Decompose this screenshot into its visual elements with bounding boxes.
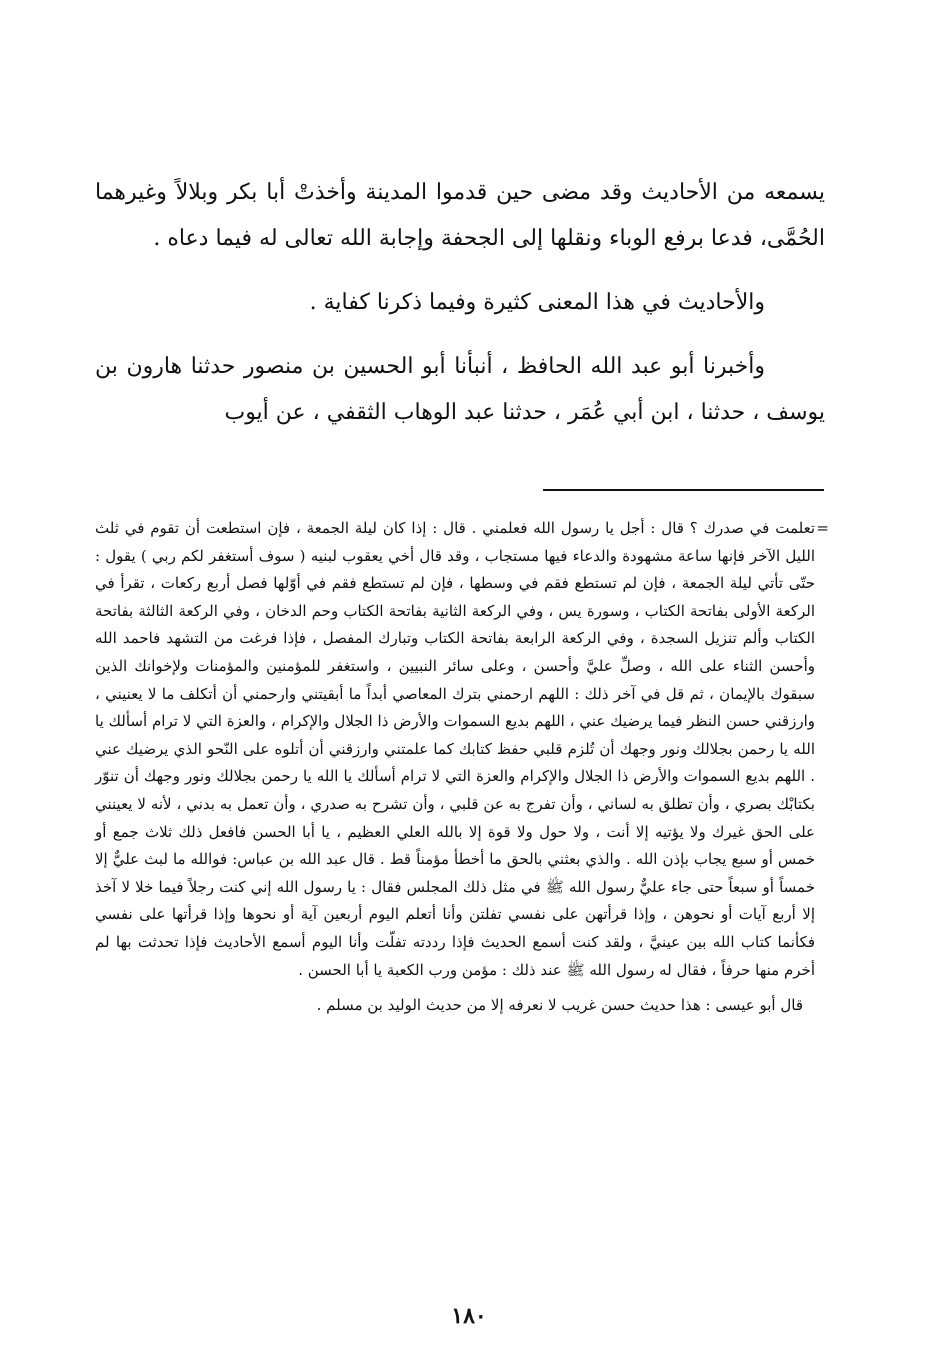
footnote-continuation-marker: =: [816, 519, 829, 537]
main-paragraph: يسمعه من الأحاديث وقد مضى حين قدموا المدينة وأخذتْ أبا بكر وبلالاً وغيرهما الحُمَّى، فدعا برفع الوباء ونقلها إلى الجحفة وإجابة الله تعالى له فيما دعاه .: [95, 180, 825, 251]
page-number: ١٨٠: [451, 1303, 487, 1329]
footnote-body: تعلمت في صدرك ؟ قال : أجل يا رسول الله فعلمني . قال : إذا كان ليلة الجمعة ، فإن استطعت أن تقوم في ثلث الليل الآخر فإنها ساعة مشهودة والدعاء فيها مستجاب ، وقد قال أخي يعقوب لبنيه ( سوف أستغفر لكم ربي ) يقول : حتّى تأتي ليلة الجمعة ، فإن لم تستطع فقم في وسطها ، فإن لم تستطع فقم في أوّلها فصل أربع ركعات ، تقرأ في الركعة الأولى بفاتحة الكتاب ، وسورة يس ، وفي الركعة الثانية بفاتحة الكتاب وحم الدخان ، وفي الركعة الثالثة بفاتحة الكتاب وألم تنزيل السجدة ، وفي الركعة الرابعة بفاتحة الكتاب وتبارك المفصل ، فإذا فرغت من التشهد فاحمد الله وأحسن الثناء على الله ، وصلِّ عليَّ وأحسن ، وعلى سائر النبيين ، واستغفر للمؤمنين والمؤمنات ولإخوانك الذين سبقوك بالإيمان ، ثم قل في آخر ذلك : اللهم ارحمني بترك المعاصي أبداً ما أبقيتني وارحمني أن أتكلف ما لا يعنيني ، وارزقني حسن النظر فيما يرضيك عني ، اللهم بديع السموات والأرض ذا الجلال والإكرام ، والعزة التي لا ترام أسألك يا الله يا رحمن بجلالك ونور وجهك أن تُلزم قلبي حفظ كتابك كما علمتني وارزقني أن أتلوه على النّحو الذي يرضيك عني . اللهم بديع السموات والأرض ذا الجلال والإكرام والعزة التي لا ترام أسألك يا الله يا رحمن بجلالك ونور وجهك أن تنوّر بكتابْك بصري ، وأن تطلق به لساني ، وأن تفرج به عن قلبي ، وأن تشرح به صدري ، وأن تعمل به بدني ، لأنه لا يعينني على الحق غيرك ولا يؤتيه إلا أنت ، ولا حول ولا قوة إلا بالله العلي العظيم ، يا أبا الحسن فافعل ذلك ثلاث جمع أو خمس أو سبع يجاب بإذن الله . والذي بعثني بالحق ما أخطأ مؤمناً قط . قال عبد الله بن عباس: فوالله ما لبث عليٌّ إلا خمساً أو سبعاً حتى جاء عليٌّ رسول الله ﷺ في مثل ذلك المجلس فقال : يا رسول الله إني كنت رجلاً فيما خلا لا آخذ إلا أربع آيات أو نحوهن ، وإذا قرأتهن على نفسي تفلتن وأنا أتعلم اليوم أربعين آية أو نحوها وإذا قرأتها على نفسي فكأنما كتاب الله بين عينيَّ ، ولقد كنت أسمع الحديث فإذا رددته تفلّت وأنا اليوم أسمع الأحاديث فإذا تحدثت بها لم أخرم منها حرفاً ، فقال له رسول الله ﷺ عند ذلك : مؤمن ورب الكعبة يا أبا الحسن .: [95, 519, 815, 979]
main-paragraph: وأخبرنا أبو عبد الله الحافظ ، أنبأنا أبو الحسين بن منصور حدثنا هارون بن يوسف ، حدثنا ، ابن أبي عُمَر ، حدثنا عبد الوهاب الثقفي ، عن أيوب: [95, 354, 825, 425]
main-paragraph: والأحاديث في هذا المعنى كثيرة وفيما ذكرنا كفاية .: [309, 290, 765, 315]
footnote-closing: قال أبو عيسى : هذا حديث حسن غريب لا نعرفه إلا من حديث الوليد بن مسلم .: [316, 996, 803, 1015]
main-text: [95, 170, 825, 436]
footnote-divider: [543, 489, 824, 491]
footnote: [95, 515, 829, 1020]
paragraph-gap: [95, 262, 825, 280]
paragraph-gap: [95, 326, 825, 344]
